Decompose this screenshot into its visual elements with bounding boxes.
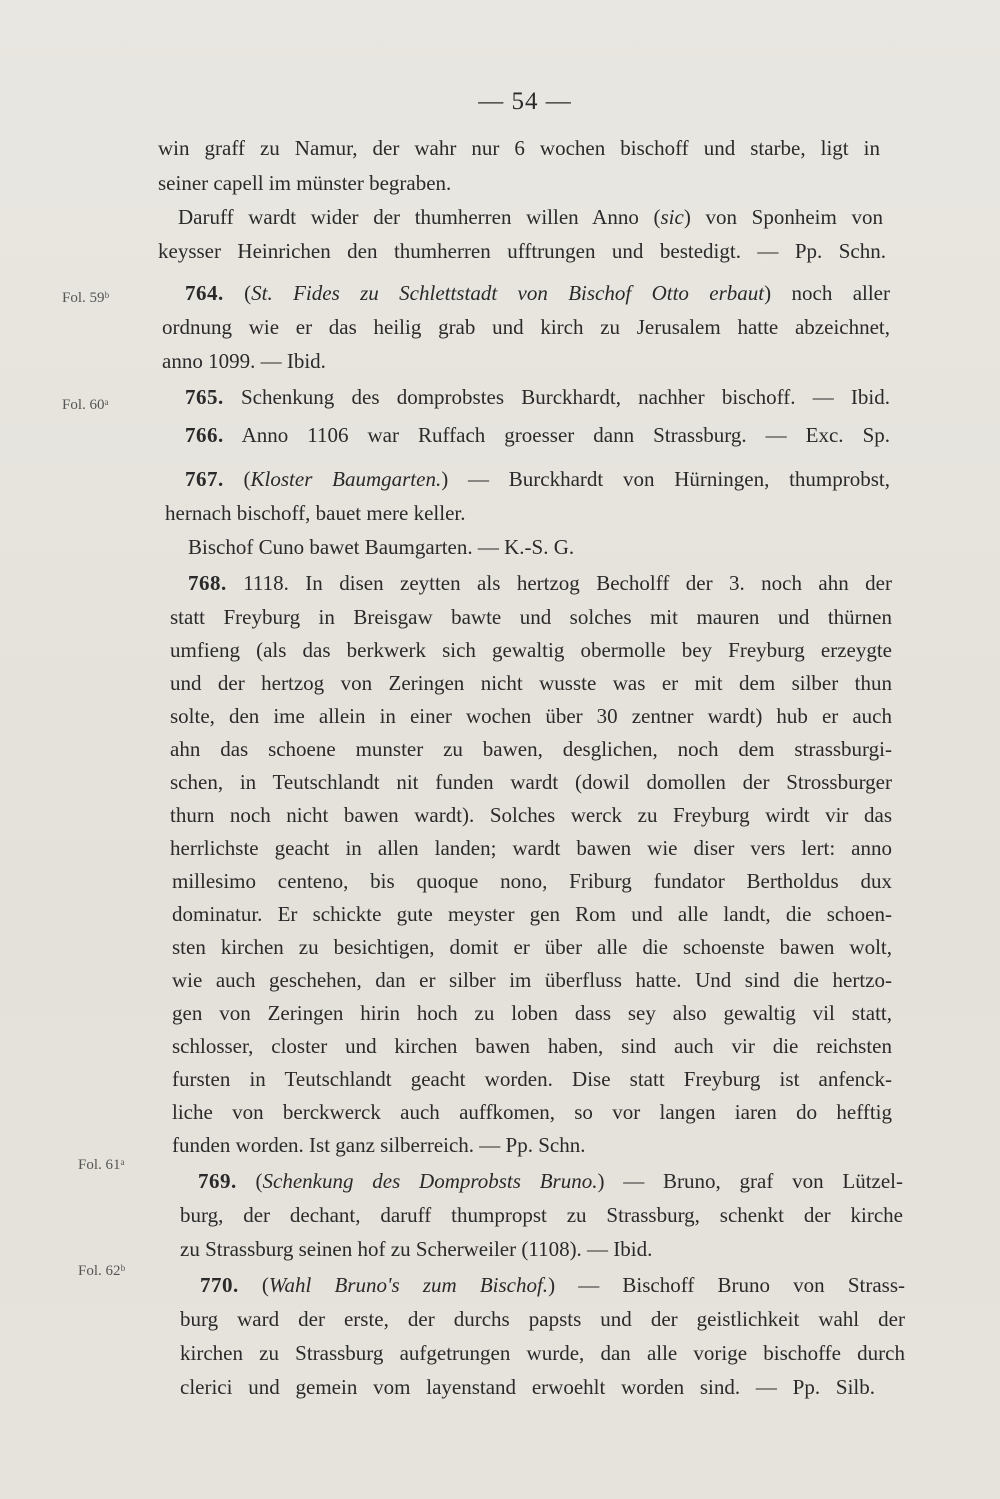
text-line: burg, der dechant, daruff thumpropst zu Strassburg, schenkt der kirche [180, 1203, 903, 1227]
entry-767-heading: 767. (Kloster Baumgarten.) — Burckhardt von Hürningen, thumprobst, [185, 467, 891, 491]
text-line: funden worden. Ist ganz silberreich. — Pp. Schn. [172, 1133, 586, 1157]
text-line: wie auch geschehen, dan er silber im überfluss hatte. Und sind die hertzo- [172, 968, 892, 992]
text-line: seiner capell im münster begraben. [158, 171, 452, 195]
text-line: umfieng (als das berkwerk sich gewaltig obermolle bey Freyburg erzeygte [170, 638, 892, 662]
text-line: und der hertzog von Zeringen nicht wusste was er mit dem silber thun [170, 671, 892, 695]
text-line: ahn das schoene munster zu bawen, desglichen, noch dem strassburgi- [170, 737, 892, 761]
text-line: ordnung wie er das heilig grab und kirch zu Jerusalem hatte abzeichnet, [162, 315, 890, 339]
entry-766: 766. Anno 1106 war Ruffach groesser dann Strassburg. — Exc. Sp. [185, 423, 891, 447]
text-line: statt Freyburg in Breisgaw bawte und solches mit mauren und thürnen [170, 605, 892, 629]
text-line: sten kirchen zu besichtigen, domit er über alle die schoenste bawen wolt, [172, 935, 892, 959]
text-line: hernach bischoff, bauet mere keller. [165, 501, 466, 525]
text-line: zu Strassburg seinen hof zu Scherweiler (1108). — Ibid. [180, 1237, 653, 1261]
text-line: fursten in Teutschlandt geacht worden. Dise statt Freyburg ist anfenck- [172, 1067, 892, 1091]
entry-768-heading: 768. 1118. In disen zeytten als hertzog Becholff der 3. noch ahn der [188, 571, 892, 595]
margin-note: Fol. 59ᵇ [62, 290, 110, 306]
page-number: — 54 — [478, 88, 572, 115]
text-line: kirchen zu Strassburg aufgetrungen wurde, dan alle vorige bischoffe durch [180, 1341, 905, 1365]
text-line: gen von Zeringen hirin hoch zu loben dass sey also gewaltig vil statt, [172, 1001, 892, 1025]
text-line: dominatur. Er schickte gute meyster gen Rom und alle landt, die schoen- [172, 902, 892, 926]
text-line: millesimo centeno, bis quoque nono, Friburg fundator Bertholdus dux [172, 869, 892, 893]
text-line: solte, den ime allein in einer wochen über 30 zentner wardt) hub er auch [170, 704, 892, 728]
entry-764-heading: 764. (St. Fides zu Schlettstadt von Bischof Otto erbaut) noch aller [185, 281, 890, 305]
text-line: herrlichste geacht in allen landen; wardt bawen wie diser vers lert: anno [170, 836, 892, 860]
text-line: anno 1099. — Ibid. [162, 349, 326, 373]
text-line: keysser Heinrichen den thumherren ufftrungen und bestedigt. — Pp. Schn. [158, 239, 886, 263]
text-line: schen, in Teutschlandt nit funden wardt (dowil domollen der Strossburger [170, 770, 892, 794]
text-line: clerici und gemein vom layenstand erwoehlt worden sind. — Pp. Silb. [180, 1375, 875, 1399]
entry-769-heading: 769. (Schenkung des Domprobsts Bruno.) — Bruno, graf von Lützel- [198, 1169, 904, 1193]
margin-note: Fol. 60ᵃ [62, 397, 109, 413]
text-line: liche von berckwerck auch auffkomen, so vor langen iaren do hefftig [172, 1100, 892, 1124]
margin-note: Fol. 62ᵇ [78, 1263, 126, 1279]
entry-765: 765. Schenkung des domprobstes Burckhardt, nachher bischoff. — Ibid. [185, 385, 890, 409]
text-line: win graff zu Namur, der wahr nur 6 wochen bischoff und starbe, ligt in [158, 136, 880, 160]
text-line: Daruff wardt wider der thumherren willen Anno (sic) von Sponheim von [178, 205, 883, 229]
text-line: burg ward der erste, der durchs papsts und der geistlichkeit wahl der [180, 1307, 905, 1331]
text-line: thurn noch nicht bawen wardt). Solches werck zu Freyburg wirdt vir das [170, 803, 892, 827]
margin-note: Fol. 61ᵃ [78, 1157, 125, 1173]
text-line: schlosser, closter und kirchen bawen haben, sind auch vir die reichsten [172, 1034, 892, 1058]
entry-770-heading: 770. (Wahl Bruno's zum Bischof.) — Bischoff Bruno von Strass- [200, 1273, 905, 1297]
text-line: Bischof Cuno bawet Baumgarten. — K.-S. G. [188, 535, 575, 559]
